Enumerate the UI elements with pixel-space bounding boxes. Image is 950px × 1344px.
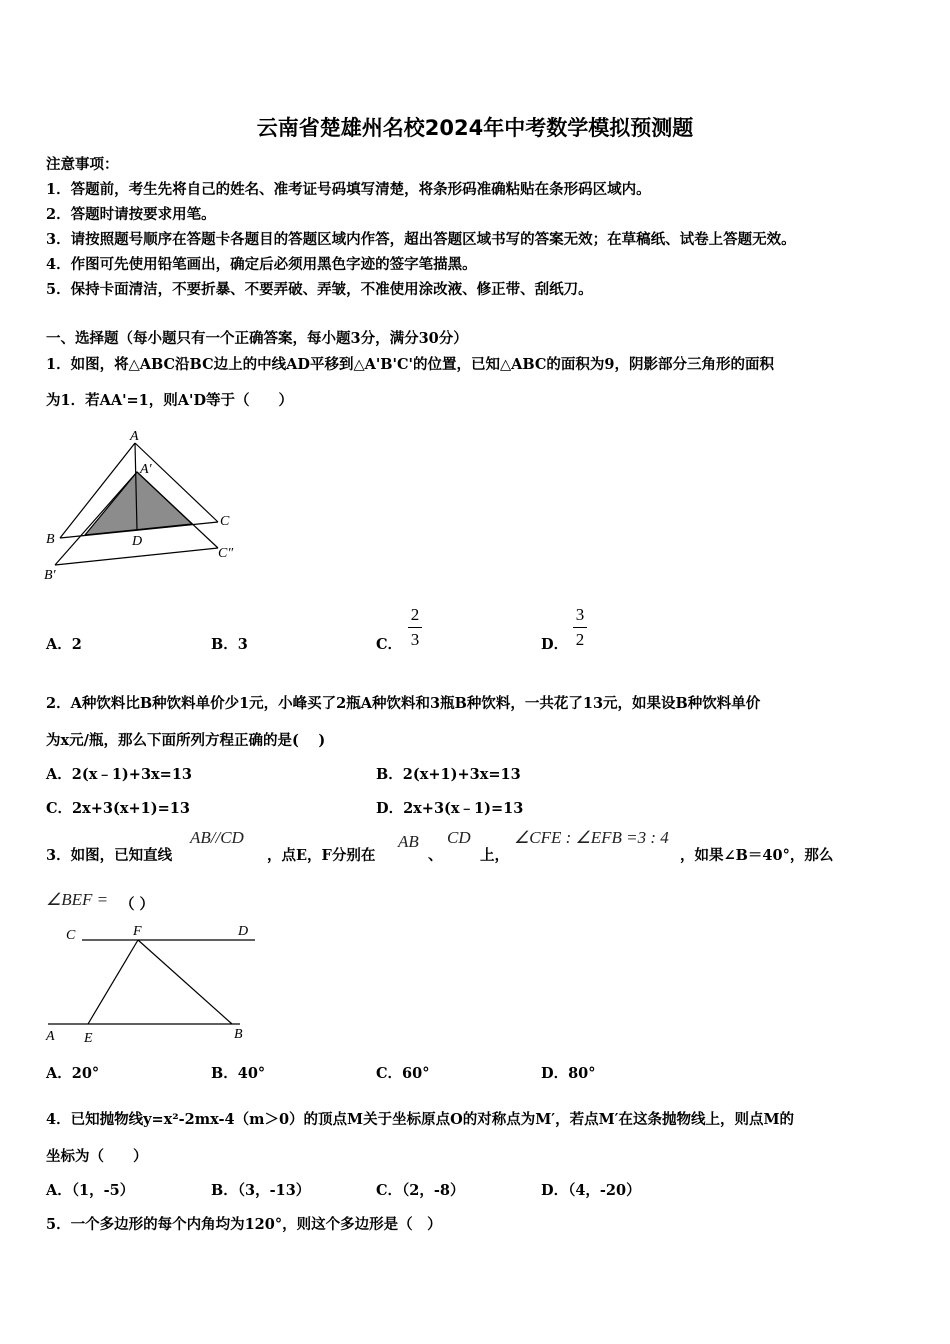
q3-math-ab: AB [398,832,419,851]
label-E: E [84,1031,93,1046]
q1-stem-line1: 1．如图，将△ABC沿BC边上的中线AD平移到△A'B'C'的位置，已知△ABC的面积为9，阴影部分三角形的面积 [46,356,775,373]
label-F: F [133,924,142,939]
notice-item: 1．答题前，考生先将自己的姓名、准考证号码填写清楚，将条形码准确粘贴在条形码区域内。 [46,181,651,198]
q4-stem-line1: 4．已知抛物线y=x²-2mx-4（m＞0）的顶点M关于坐标原点O的对称点为M′，若点M′在这条抛物线上，则点M的 [46,1111,795,1128]
q2-option-d[interactable]: D．2x+3(x﹣1)=13 [376,800,524,817]
label-A-prime: A′ [140,462,152,477]
fraction-numerator: 3 [575,605,585,624]
q3-option-c[interactable]: C．60° [376,1065,430,1082]
q4-option-b[interactable]: B．（3，-13） [211,1182,311,1199]
label-C: C [66,928,76,943]
q2-stem-line2: 为x元/瓶，那么下面所列方程正确的是( ) [46,732,326,749]
q3-figure [40,920,260,1050]
q3-math-ratio: ∠CFE : ∠EFB =3 : 4 [514,828,669,847]
notice-item: 2．答题时请按要求用笔。 [46,206,216,223]
fraction-numerator: 2 [410,605,420,624]
q4-stem-line2: 坐标为（ ） [46,1148,148,1165]
label-D: D [132,534,143,549]
q1-fraction-d [573,605,587,650]
q3-stem-part: 3．如图，已知直线 [46,847,173,864]
notice-item: 3．请按照题号顺序在答题卡各题目的答题区域内作答，超出答题区域书写的答案无效；在草稿纸、试卷上答题无效。 [46,231,796,248]
q2-stem-line1: 2．A种饮料比B种饮料单价少1元，小峰买了2瓶A种饮料和3瓶B种饮料，一共花了13元，如果设B种饮料单价 [46,695,761,712]
q3-math-cd: CD [447,828,471,847]
q4-option-d[interactable]: D．（4，-20） [541,1182,641,1199]
q4-option-a[interactable]: A．（1，-5） [46,1182,135,1199]
q1-fraction-c [408,605,422,650]
q3-stem-part: ，如果∠B＝40°，那么 [680,847,834,864]
q3-stem-part: 上， [480,847,509,864]
label-C-prime: C″ [218,546,234,561]
q2-option-c[interactable]: C．2x+3(x+1)=13 [46,800,190,817]
q3-option-b[interactable]: B．40° [211,1065,266,1082]
notice-item: 4．作图可先使用铅笔画出，确定后必须用黑色字迹的签字笔描黑。 [46,256,477,273]
section-heading: 一、选择题（每小题只有一个正确答案，每小题3分，满分30分） [46,330,468,347]
q1-figure [40,425,250,585]
label-A: A [46,1029,55,1044]
fraction-denominator: 2 [575,630,585,649]
q1-option-d[interactable]: D． [541,636,569,653]
label-B: B [234,1027,243,1042]
q3-math-angle: ∠BEF = [46,890,109,909]
q3-math-parallel: AB//CD [190,828,244,847]
q2-option-b[interactable]: B．2(x+1)+3x=13 [376,766,521,783]
q2-option-a[interactable]: A．2(x﹣1)+3x=13 [46,766,193,783]
label-B: B [46,532,55,547]
q3-stem-part: 、 [428,847,443,864]
q1-option-b[interactable]: B．3 [211,636,248,653]
notice-item: 5．保持卡面清洁，不要折暴、不要弄破、弄皱，不准使用涂改液、修正带、刮纸刀。 [46,281,593,298]
label-C: C [220,514,230,529]
q4-option-c[interactable]: C．（2，-8） [376,1182,465,1199]
q3-stem-part: ，点E，F分别在 [267,847,376,864]
q3-stem-part: （ ） [120,896,155,913]
q5-stem-line1: 5．一个多边形的每个内角均为120°，则这个多边形是（ ） [46,1216,442,1233]
page-title: 云南省楚雄州名校2024年中考数学模拟预测题 [256,116,694,140]
q3-option-d[interactable]: D．80° [541,1065,596,1082]
q1-option-a[interactable]: A．2 [46,636,82,653]
label-A: A [130,429,139,444]
label-B-prime: B′ [44,568,56,583]
q1-option-c[interactable]: C． [376,636,403,653]
fraction-denominator: 3 [410,630,420,649]
label-D: D [238,924,249,939]
q1-stem-line2: 为1．若AA'=1，则A'D等于（ ） [46,392,294,409]
notice-heading: 注意事项： [46,156,119,173]
q3-option-a[interactable]: A．20° [46,1065,100,1082]
